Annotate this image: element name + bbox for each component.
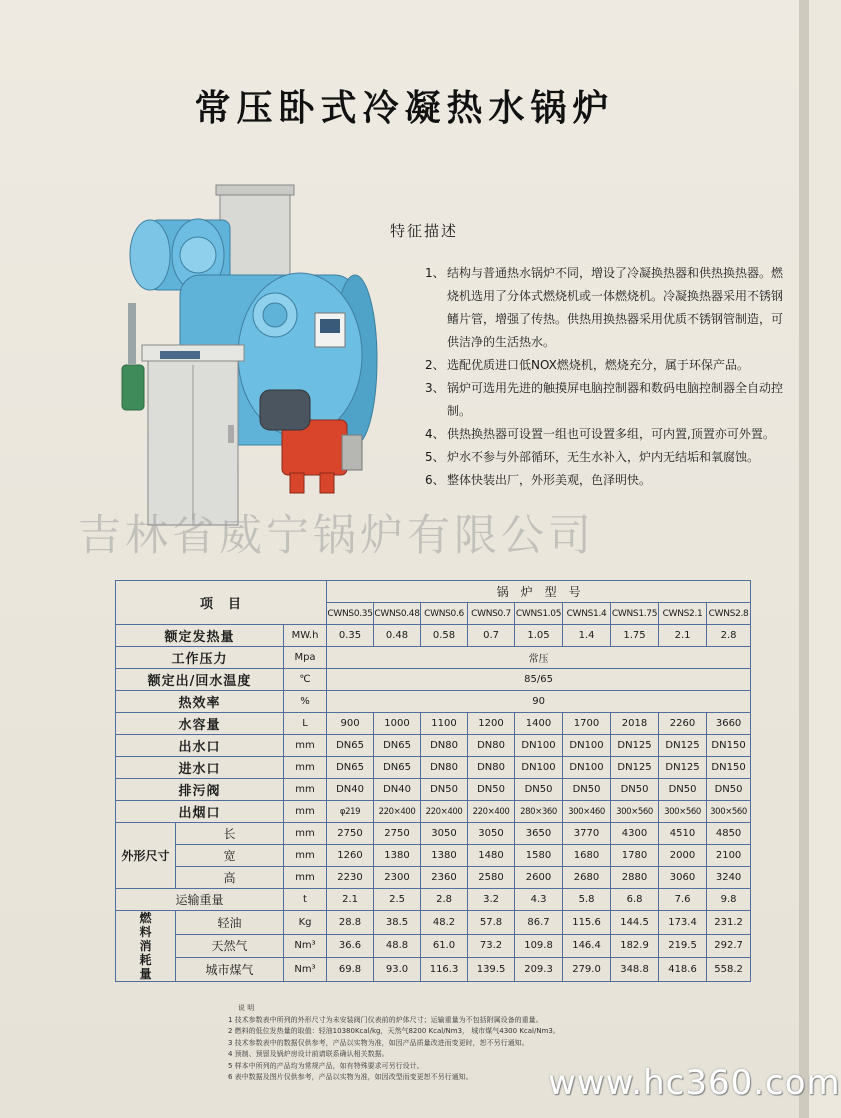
table-row: 水容量 L 900 1000 1100 1200 1400 1700 2018 2260 3660 [116,713,751,735]
feature-item: 6、 整体快装出厂，外形美观，色泽明快。 [425,473,652,487]
page-title: 常压卧式冷凝热水锅炉 [194,87,615,129]
note-item: 4 预制、预留及锅炉房设计前请联系确认相关数据。 [228,1050,389,1058]
table-row: 额定发热量 MW.h 0.35 0.48 0.58 0.7 1.05 1.4 1.75 2.1 2.8 [116,625,751,647]
feature-item: 5、 炉水不参与外部循环，无生水补入，炉内无结垢和氧腐蚀。 [425,450,760,464]
note-item: 1 技术参数表中所列的外形尺寸为未安装阀门仪表前的炉体尺寸；运输重量为不包括附属设备的重量。 [228,1015,543,1024]
note-item: 5 样本中所列的产品均为常规产品，如有特殊要求可另行设计。 [228,1061,424,1070]
fuel-group-label: 燃料消耗量 [116,911,176,982]
features-heading: 特征描述 [390,222,459,240]
note-item: 3 技术参数表中的数据仅供参考，产品以实物为准，如因产品质量改进而变更时，恕不另行通知。 [228,1038,529,1047]
table-row: 工作压力 Mpa 常压 [116,647,751,669]
note-item: 6 表中数据及图片仅供参考，产品以实物为准，如因改型而变更恕不另行通知。 [228,1073,473,1081]
table-row: 出烟口 mm φ219 220×400 220×400 220×400 280×360 300×460 300×560 300×560 300×560 [116,801,751,823]
features-list [425,262,790,492]
models-row: CWNS0.35 CWNS0.48 CWNS0.6 CWNS0.7 CWNS1.05 CWNS1.4 CWNS1.75 CWNS2.1 CWNS2.8 [116,603,751,625]
table-row: 宽 mm 1260 1380 1380 1480 1580 1680 1780 2000 2100 [116,845,751,867]
boiler-illustration [110,185,395,530]
site-watermark: www.hc360.com [548,1063,841,1103]
page-edge [799,0,809,1118]
table-row: 外形尺寸 长 mm 2750 2750 3050 3050 3650 3770 4300 4510 4850 [116,823,751,845]
company-watermark: 吉林省威宁锅炉有限公司 [78,511,595,561]
note-item: 2 燃料的低位发热量的取值：轻油10380Kcal/kg，天然气8200 Kcal/Nm3， 城市煤气4300 Kcal/Nm3。 [228,1027,560,1035]
model-header: 锅 炉 型 号 [327,581,751,603]
table-row: 出水口 mm DN65 DN65 DN80 DN80 DN100 DN100 DN125 DN125 DN150 [116,735,751,757]
table-row: 运输重量 t 2.1 2.5 2.8 3.2 4.3 5.8 6.8 7.6 9.8 [116,889,751,911]
table-row: 燃料消耗量 轻油 Kg 28.8 38.5 48.2 57.8 86.7 115.6 144.5 173.4 231.2 [116,911,751,935]
feature-item: 1、 结构与普通热水锅炉不同，增设了冷凝换热器和供热换热器。燃烧机选用了分体式燃烧机或一体燃烧机。冷凝换热器采用不锈钢鳍片管，增强了传热。供热用换热器采用优质不锈钢管制造，可供洁净的生活热水。 [425,266,784,349]
notes-heading: 说 明 [238,1004,255,1012]
table-row: 额定出/回水温度 ℃ 85/65 [116,669,751,691]
spec-table [115,580,751,982]
table-row: 排污阀 mm DN40 DN40 DN50 DN50 DN50 DN50 DN50 DN50 DN50 [116,779,751,801]
feature-item: 3、 锅炉可选用先进的触摸屏电脑控制器和数码电脑控制器全自动控制。 [425,381,784,418]
table-row: 热效率 % 90 [116,691,751,713]
dims-group-label: 外形尺寸 [116,823,176,889]
table-row: 城市煤气 Nm³ 69.8 93.0 116.3 139.5 209.3 279.0 348.8 418.6 558.2 [116,958,751,982]
feature-item: 2、 选配优质进口低NOX燃烧机，燃烧充分，属于环保产品。 [425,358,749,372]
feature-item: 4、 供热换热器可设置一组也可设置多组，可内置,顶置亦可外置。 [425,427,775,441]
table-row: 高 mm 2230 2300 2360 2580 2600 2680 2880 3060 3240 [116,867,751,889]
table-row: 进水口 mm DN65 DN65 DN80 DN80 DN100 DN100 DN125 DN125 DN150 [116,757,751,779]
item-header: 项 目 [116,581,327,625]
table-row: 天然气 Nm³ 36.6 48.8 61.0 73.2 109.8 146.4 182.9 219.5 292.7 [116,934,751,958]
